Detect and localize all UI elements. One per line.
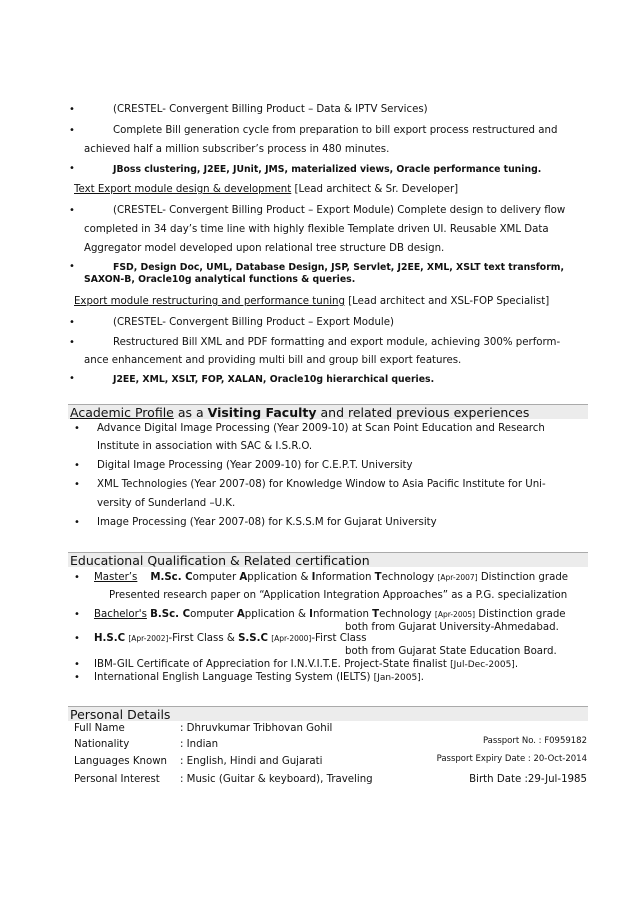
text-export-line-2: completed in 34 day’s time line with highly flexible Template driven UI. Reusable XML Data — [84, 224, 549, 235]
languages-value: : English, Hindi and Gujarati — [180, 756, 323, 767]
education-header: Educational Qualification & Related certification — [68, 552, 588, 567]
letter-c: C — [182, 609, 191, 620]
bullet: • — [69, 317, 75, 328]
languages-label: Languages Known — [74, 756, 167, 767]
export-restructure-role: [Lead architect and XSL-FOP Specialist] — [344, 296, 550, 307]
word-part: echnology — [379, 609, 435, 620]
masters-date: [Apr-2007] — [437, 573, 478, 582]
hsc-ssc — [94, 633, 367, 644]
academic-header-text: as a — [173, 405, 208, 420]
ielts-date: [Jan-2005] — [373, 673, 421, 683]
letter-c: C — [185, 572, 193, 583]
bachelors-label: Bachelor's — [94, 609, 147, 620]
hsc-grade: -First Class & — [168, 633, 239, 644]
academic-item-4: Image Processing (Year 2007-08) for K.S.S.M for Gujarat University — [97, 517, 437, 528]
visiting-faculty-label: Visiting Faculty — [207, 405, 317, 420]
export-restructure-line-1: (CRESTEL- Convergent Billing Product – Export Module) — [113, 317, 395, 328]
passport-number: Passport No. : F0959182 — [482, 736, 587, 746]
bullet: • — [74, 479, 80, 490]
masters-degree — [94, 572, 568, 583]
ibm-text: IBM-GIL Certificate of Appreciation for I.N.V.I.T.E. Project-State finalist — [94, 659, 451, 670]
letter-t: T — [374, 572, 382, 583]
word-part: pplication & — [244, 609, 310, 620]
text-export-line-3: Aggregator model developed upon relational tree structure DB design. — [84, 243, 445, 254]
word-part: nformation — [312, 609, 373, 620]
nationality-label: Nationality — [74, 739, 130, 750]
ielts-end: . — [420, 672, 424, 683]
academic-item-3-line-2: versity of Sunderland –U.K. — [97, 498, 236, 509]
hsc-label: H.S.C — [94, 633, 126, 644]
full-name-label: Full Name — [74, 723, 125, 734]
bullet: • — [74, 609, 80, 620]
ielts — [94, 672, 424, 683]
bill-generation-line-2: achieved half a million subscriber’s process in 480 minutes. — [84, 144, 390, 155]
academic-profile-title: Academic Profile — [70, 405, 174, 420]
tech-list-1: JBoss clustering, J2EE, JUnit, JMS, materialized views, Oracle performance tuning. — [113, 164, 542, 175]
bullet: • — [74, 460, 80, 471]
ibm-date: [Jul-Dec-2005] — [450, 660, 515, 670]
bill-generation-line-1: Complete Bill generation cycle from preparation to bill export process restructured and — [113, 125, 558, 136]
bullet: • — [69, 261, 75, 272]
bullet: • — [69, 163, 75, 174]
letter-i: I — [311, 572, 316, 583]
export-restructure-heading — [74, 296, 549, 307]
masters-label: Master’s — [94, 572, 138, 583]
crestel-data-iptv: (CRESTEL- Convergent Billing Product – Data & IPTV Services) — [113, 104, 428, 115]
bachelors-degree — [94, 609, 566, 620]
full-name-value: : Dhruvkumar Tribhovan Gohil — [180, 723, 333, 734]
letter-a: A — [239, 572, 248, 583]
letter-i: I — [309, 609, 313, 620]
bullet: • — [74, 659, 80, 670]
bachelors-grade: Distinction grade — [475, 609, 566, 620]
letter-t: T — [372, 609, 380, 620]
personal-details-header: Personal Details — [68, 706, 588, 721]
export-restructure-line-3: ance enhancement and providing multi bill and group bill export features. — [84, 355, 462, 366]
interest-label: Personal Interest — [74, 774, 160, 785]
ssc-date: [Apr-2000] — [271, 634, 312, 643]
bullet: • — [69, 104, 75, 115]
bullet: • — [74, 672, 80, 683]
state-board: both from Gujarat State Education Board. — [345, 646, 557, 657]
nationality-value: : Indian — [180, 739, 219, 750]
research-paper: Presented research paper on “Application Integration Approaches” as a P.G. specialization — [109, 590, 568, 601]
academic-profile-header — [68, 404, 588, 419]
word-part: omputer — [190, 609, 237, 620]
ibm-certificate — [94, 659, 518, 670]
academic-item-3-line-1: XML Technologies (Year 2007-08) for Knowledge Window to Asia Pacific Institute for Uni- — [97, 479, 546, 490]
export-restructure-title: Export module restructuring and performance tuning — [74, 296, 345, 307]
ibm-end: . — [514, 659, 519, 670]
bachelors-university: both from Gujarat University-Ahmedabad. — [345, 622, 559, 633]
text-export-tech-2: SAXON-B, Oracle10g analytical functions & queries. — [84, 274, 356, 285]
ssc-grade: -First Class — [311, 633, 367, 644]
academic-item-2: Digital Image Processing (Year 2009-10) for C.E.P.T. University — [97, 460, 413, 471]
hsc-date: [Apr-2002] — [128, 634, 169, 643]
word-part: echnology — [381, 572, 438, 583]
ielts-text: International English Language Testing System (IELTS) — [94, 672, 374, 683]
text-export-tech-1: FSD, Design Doc, UML, Database Design, JSP, Servlet, J2EE, XML, XSLT text transform, — [113, 262, 564, 273]
text-export-title: Text Export module design & development — [74, 184, 292, 195]
msc-label: M.Sc. — [150, 572, 186, 583]
birth-date: Birth Date :29-Jul-1985 — [469, 774, 587, 785]
academic-item-1-line-2: Institute in association with SAC & I.S.R.O. — [97, 441, 313, 452]
bachelors-date: [Apr-2005] — [434, 610, 476, 619]
bullet: • — [74, 423, 80, 434]
word-part: omputer — [192, 572, 240, 583]
bullet: • — [69, 205, 75, 216]
academic-item-1-line-1: Advance Digital Image Processing (Year 2009-10) at Scan Point Education and Research — [97, 423, 545, 434]
word-part: nformation — [315, 572, 375, 583]
bullet: • — [69, 337, 75, 348]
masters-grade: Distinction grade — [477, 572, 569, 583]
bullet: • — [69, 373, 75, 384]
ssc-label: S.S.C — [238, 633, 268, 644]
bullet: • — [69, 125, 75, 136]
text-export-role: [Lead architect & Sr. Developer] — [291, 184, 459, 195]
bullet: • — [74, 633, 80, 644]
letter-a: A — [236, 609, 245, 620]
text-export-line-1: (CRESTEL- Convergent Billing Product – Export Module) Complete design to delivery flow — [113, 205, 566, 216]
bsc-label: B.Sc. — [150, 609, 183, 620]
export-restructure-line-2: Restructured Bill XML and PDF formatting and export module, achieving 300% perform- — [113, 337, 561, 348]
passport-expiry: Passport Expiry Date : 20-Oct-2014 — [436, 754, 587, 764]
interest-value: : Music (Guitar & keyboard), Traveling — [180, 774, 373, 785]
bullet: • — [74, 572, 80, 583]
text-export-heading — [74, 184, 458, 195]
word-part: pplication & — [247, 572, 312, 583]
bullet: • — [74, 517, 80, 528]
academic-header-suffix: and related previous experiences — [316, 405, 530, 420]
export-restructure-tech: J2EE, XML, XSLT, FOP, XALAN, Oracle10g hierarchical queries. — [113, 374, 435, 385]
